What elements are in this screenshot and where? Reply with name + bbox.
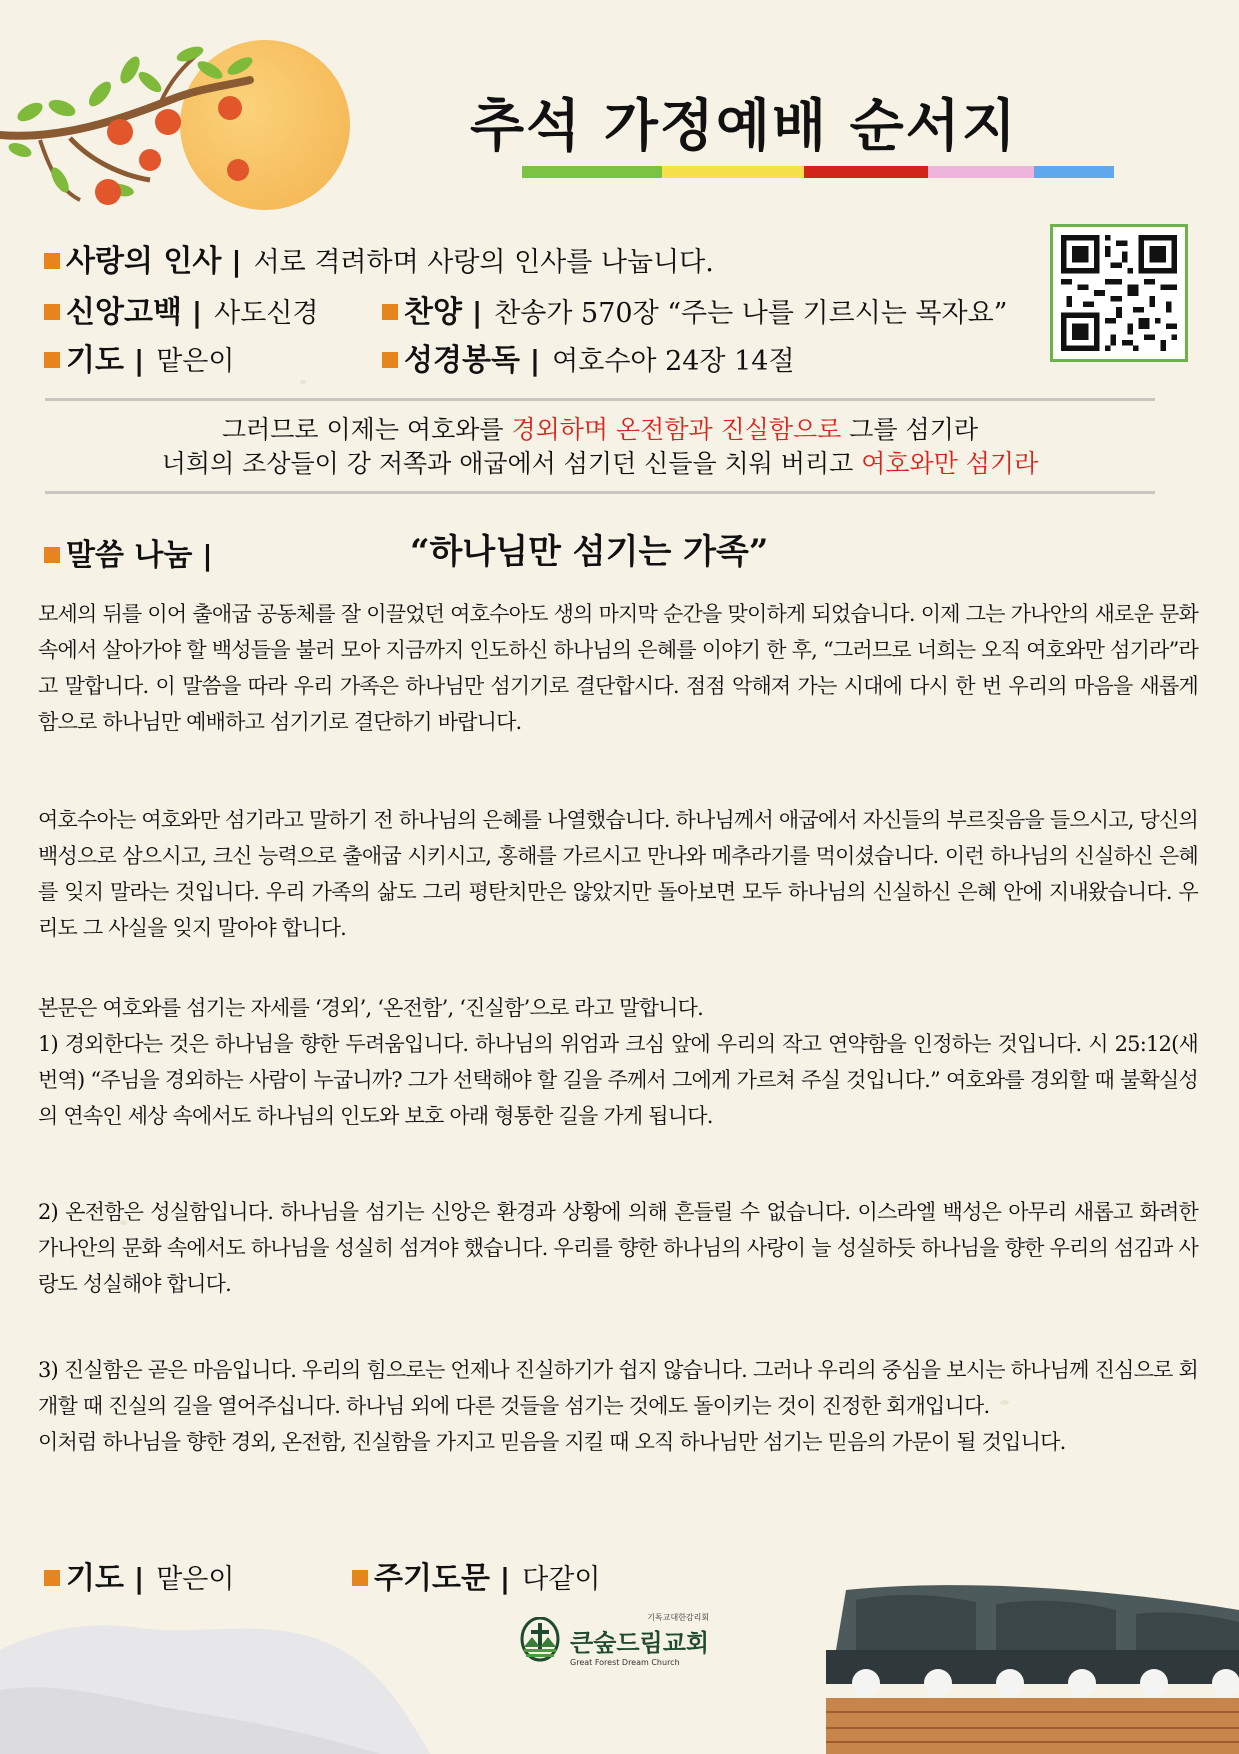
bullet-square-icon [382, 352, 398, 368]
message-paragraph-5: 3) 진실함은 곧은 마음입니다. 우리의 힘으로는 언제나 진실하기가 쉽지 않습니다. 그러나 우리의 중심을 보시는 하나님께 진심으로 회개할 때 진실의 길을 열어주십니다. 하나님 외에 다른 것들을 섬기는 것에도 돌이키는 것이 진정한 회개입니다. 이처럼 하나님을 향한 경외, 온전함, 진실함을 가지고 믿음을 지킬 때 오직 하나님만 섬기는 믿음의 가문이 될 것입니다. [38, 1358, 1198, 1454]
church-logo [518, 1612, 709, 1667]
lords-prayer-value: 다같이 [522, 1564, 601, 1595]
closing-lords-prayer: 주기도문 | 다같이 [352, 1553, 600, 1597]
prayer-label: 기도 [66, 343, 124, 378]
reading-label: 성경봉독 [404, 343, 520, 378]
page-title: 추석 가정예배 순서지 [470, 94, 1018, 159]
church-english-name: Great Forest Dream Church [570, 1658, 680, 1667]
divider [45, 398, 1155, 401]
message-label: 말씀 나눔 [66, 538, 193, 573]
bullet-square-icon [382, 304, 398, 320]
bullet-square-icon [44, 1570, 60, 1586]
verse-highlight: 경외하며 온전함과 진실함으로 [511, 415, 842, 444]
message-paragraph-2: 여호수아는 여호와만 섬기라고 말하기 전 하나님의 은혜를 나열했습니다. 하나님께서 애굽에서 자신들의 부르짖음을 들으시고, 당신의 백성으로 삼으시고, 크신 능력으로 출애굽 시키시고, 홍해를 가르시고 만나와 메추라기를 먹이셨습니다. 이런 하나님의 신실하신 은혜를 잊지 말라는 것입니다. 우리 가족의 삶도 그리 평탄치만은 않았지만 돌아보면 모두 하나님의 신실하신 은혜 안에 지내왔습니다. 우리도 그 사실을 잊지 말아야 합니다. [38, 808, 1198, 940]
verse-line-1: 그러므로 이제는 여호와를 경외하며 온전함과 진실함으로 그를 섬기라 [221, 415, 978, 444]
closing-prayer-value: 맡은이 [156, 1564, 235, 1595]
greeting-label: 사랑의 인사 [66, 244, 222, 279]
prayer-value: 맡은이 [156, 346, 235, 377]
order-hymn: 찬양 | 찬송가 570장 “주는 나를 기르시는 목자요” [382, 287, 1008, 331]
paper-texture [300, 380, 306, 384]
closing-prayer: 기도 | 맡은이 [44, 1553, 234, 1597]
message-paragraph-3: 본문은 여호와를 섬기는 자세를 ‘경외’, ‘온전함’, ‘진실함’으로 라고 말합니다. 1) 경외한다는 것은 하나님을 향한 두려움입니다. 하나님의 위엄과 크심 앞에 우리의 작고 연약함을 인정하는 것입니다. 시 25:12(새번역) “주님을 경외하는 사람이 누굽니까? 그가 선택해야 할 길을 주께서 그에게 가르쳐 주실 것입니다.” 여호와를 경외할 때 불확실성의 연속인 세상 속에서도 하나님의 인도와 보호 아래 형통한 길을 가게 됩니다. [38, 996, 1198, 1128]
divider [45, 491, 1155, 494]
title-color-bar [522, 166, 1114, 178]
bullet-square-icon [44, 304, 60, 320]
order-greeting: 사랑의 인사 | 서로 격려하며 사랑의 인사를 나눕니다. [44, 236, 714, 280]
scripture-verse [45, 413, 1155, 481]
message-paragraph-1: 모세의 뒤를 이어 출애굽 공동체를 잘 이끌었던 여호수아도 생의 마지막 순간을 맞이하게 되었습니다. 이제 그는 가나안의 새로운 문화 속에서 살아가야 할 백성들을 불러 모아 지금까지 인도하신 하나님의 은혜를 이야기 한 후, “그러므로 너희는 오직 여호와만 섬기라”라고 말합니다. 이 말씀을 따라 우리 가족은 하나님만 섬기기로 결단합시다. 점점 악해져 가는 시대에 다시 한 번 우리의 마음을 새롭게 함으로 하나님만 예배하고 섬기기로 결단하기 바랍니다. [38, 602, 1198, 734]
qr-code[interactable] [1050, 224, 1188, 362]
church-emblem-icon [518, 1617, 562, 1663]
message-title: “하나님만 섬기는 가족” [410, 532, 769, 572]
greeting-value: 서로 격려하며 사랑의 인사를 나눕니다. [253, 247, 714, 278]
creed-value: 사도신경 [214, 298, 319, 329]
verse-line-2: 너희의 조상들이 강 저쪽과 애굽에서 섬기던 신들을 치워 버리고 여호와만 섬기라 [161, 449, 1039, 478]
creed-label: 신앙고백 [66, 295, 182, 330]
reading-value: 여호수아 24장 14절 [552, 346, 795, 377]
order-prayer: 기도 | 맡은이 [44, 335, 234, 379]
order-creed: 신앙고백 | 사도신경 [44, 287, 318, 331]
hymn-label: 찬양 [404, 295, 462, 330]
order-reading: 성경봉독 | 여호수아 24장 14절 [382, 335, 795, 379]
mountain-illustration [0, 1610, 480, 1754]
lords-prayer-label: 주기도문 [374, 1561, 490, 1596]
message-paragraph-4: 2) 온전함은 성실함입니다. 하나님을 섬기는 신앙은 환경과 상황에 의해 흔들릴 수 없습니다. 이스라엘 백성은 아무리 새롭고 화려한 가나안의 문화 속에서도 하나님을 성실히 섬겨야 했습니다. 우리를 향한 하나님의 사랑이 늘 성실하듯 하나님을 향한 우리의 섬김과 사랑도 성실해야 합니다. [38, 1200, 1198, 1296]
bullet-square-icon [44, 352, 60, 368]
church-name: 큰숲드림교회 [570, 1629, 710, 1657]
bullet-square-icon [44, 547, 60, 563]
message-heading: 말씀 나눔 | [44, 530, 225, 574]
hymn-value: 찬송가 570장 “주는 나를 기르시는 목자요” [494, 298, 1008, 329]
closing-prayer-label: 기도 [66, 1561, 124, 1596]
hanok-roof-illustration [826, 1580, 1239, 1754]
bullet-square-icon [352, 1570, 368, 1586]
verse-highlight: 여호와만 섬기라 [861, 449, 1039, 478]
bullet-square-icon [44, 253, 60, 269]
persimmon-branch-illustration [0, 40, 340, 220]
church-denomination: 기독교대한감리회 [647, 1613, 710, 1622]
